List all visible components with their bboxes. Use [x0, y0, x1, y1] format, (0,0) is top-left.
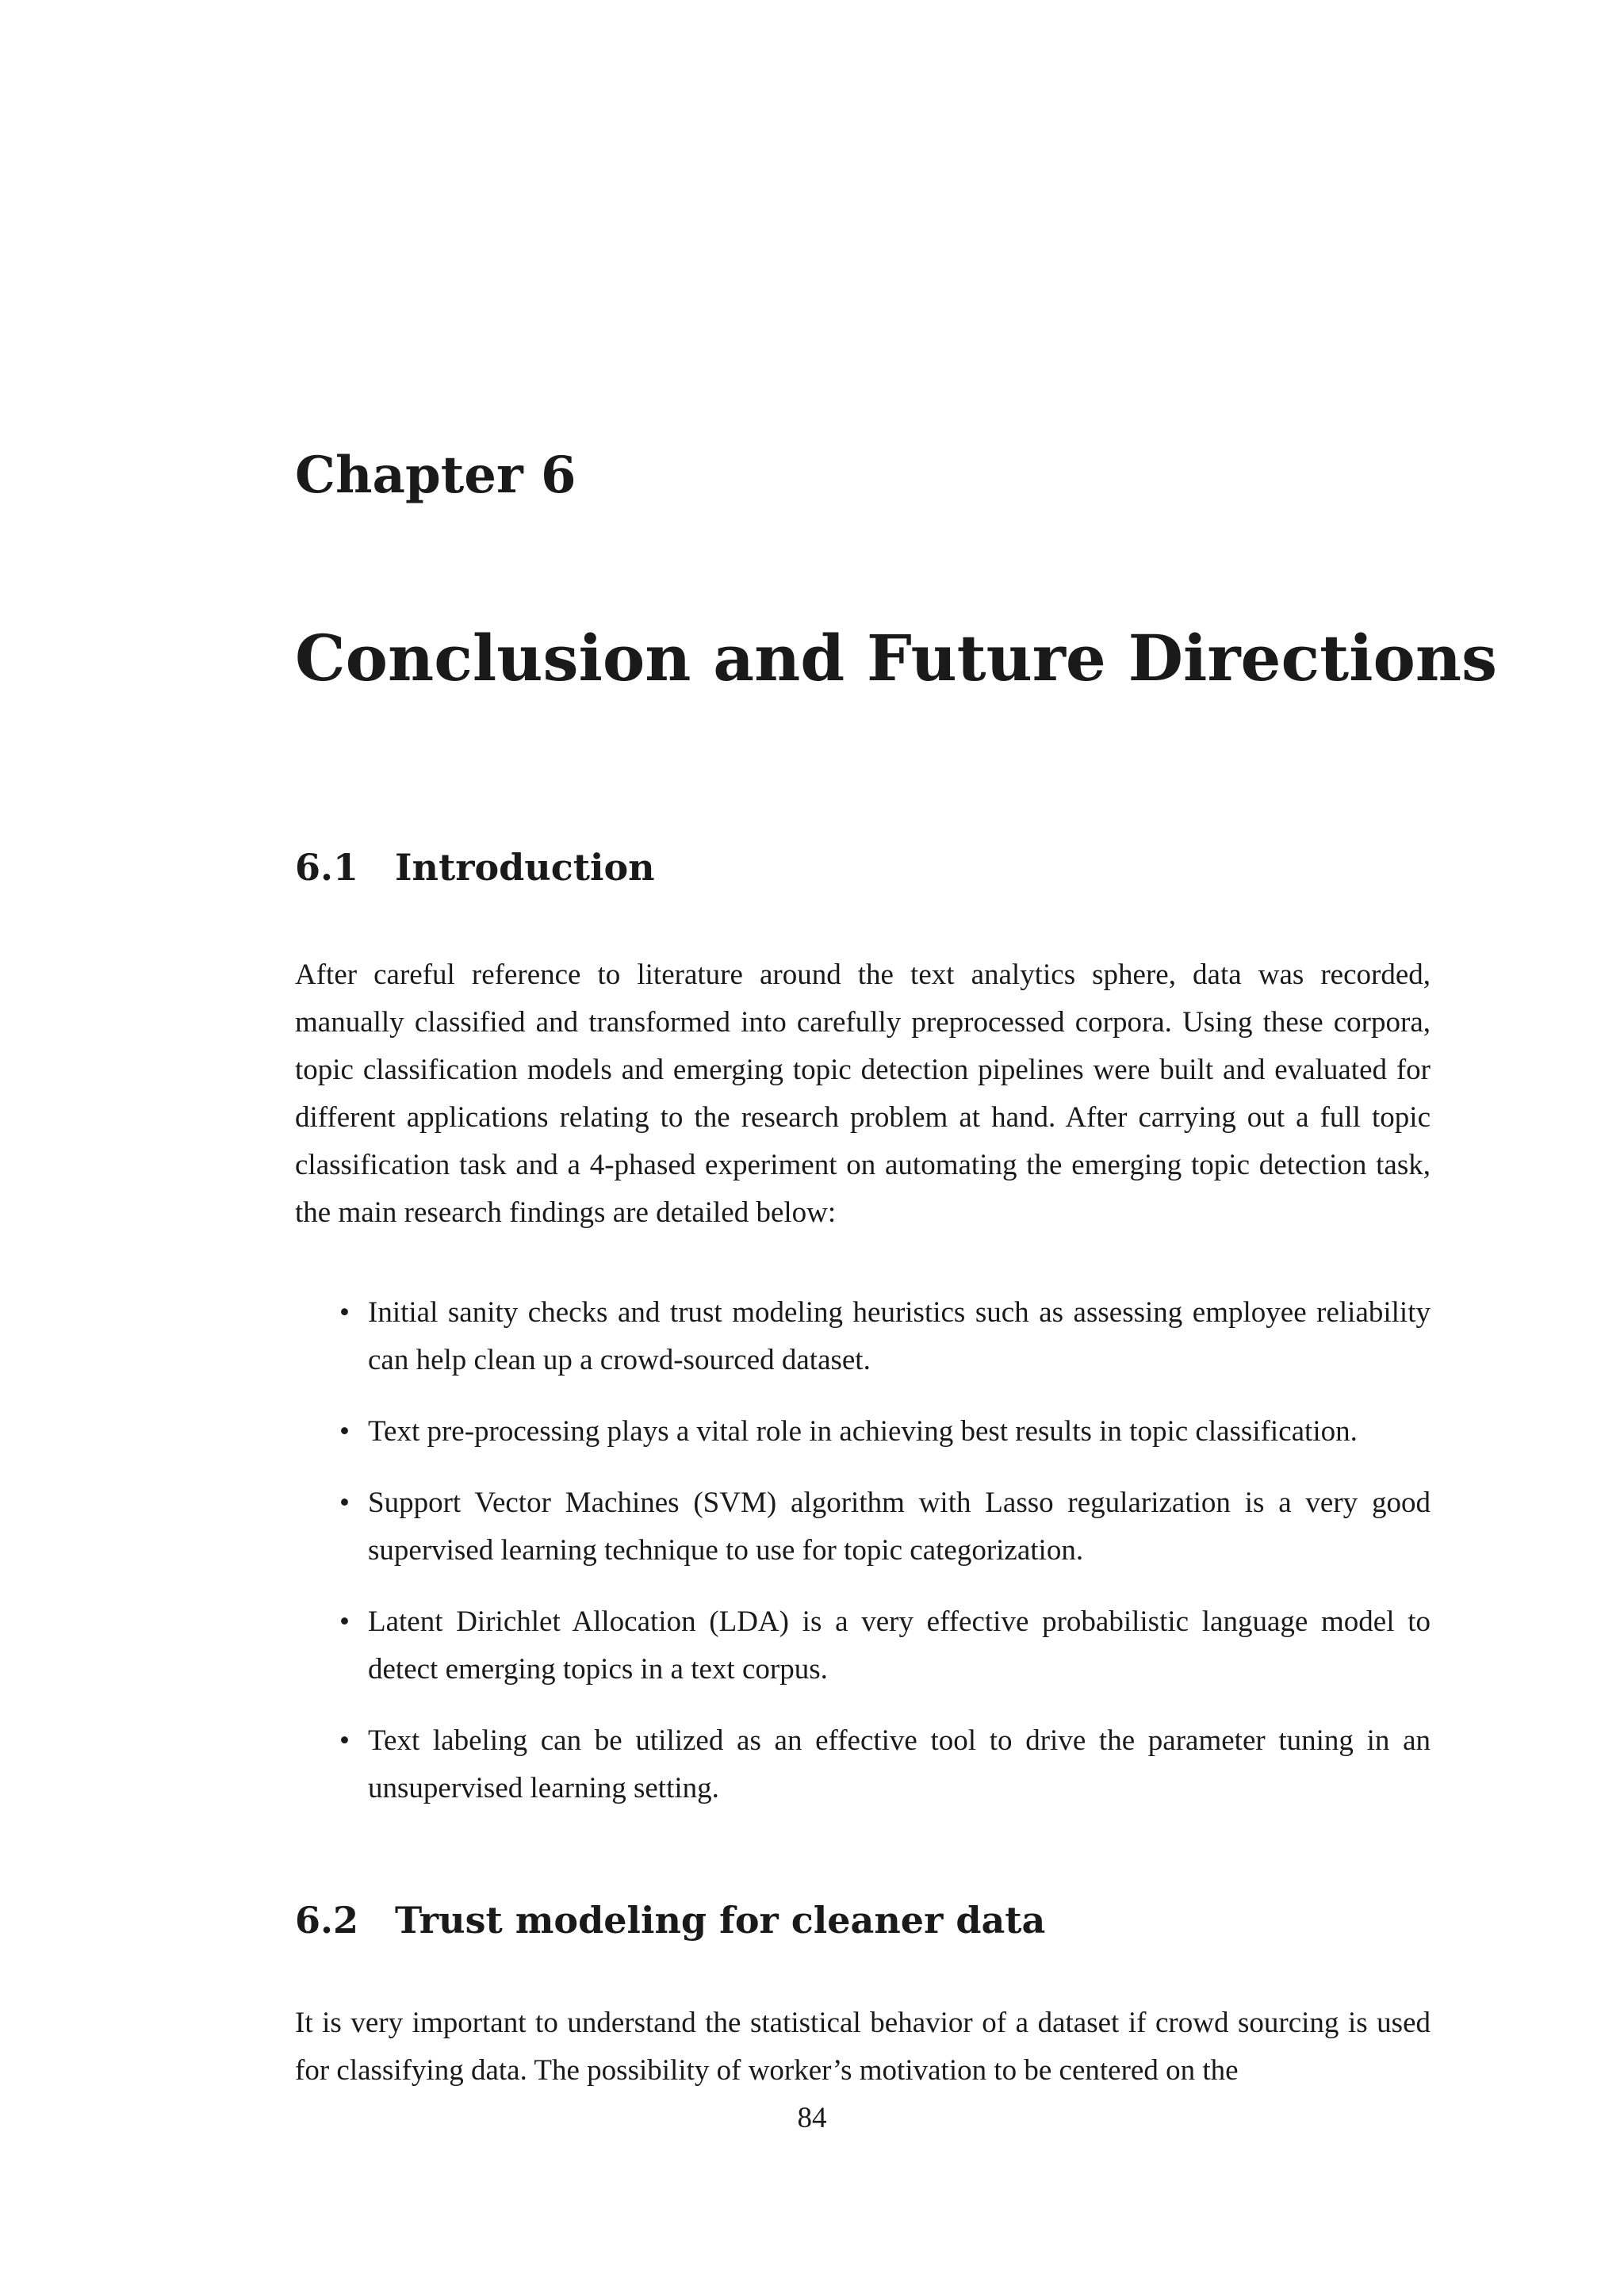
list-item-text: Support Vector Machines (SVM) algorithm with Lasso regularization is a very good supervised learning technique to use for topic categorization.	[368, 1487, 1431, 1567]
introduction-paragraph: After careful reference to literature around the text analytics sphere, data was recorded, manually classified and transformed into carefully preprocessed corpora. Using these corpora, topic classification models and emerging topic detection pipelines were built and evaluated for different applications relating to the research problem at hand. After carrying out a full topic classification task and a 4-phased experiment on automating the emerging topic detection task, the main research findings are detailed below:	[295, 959, 1431, 1229]
page-number: 84	[797, 2102, 827, 2134]
list-item	[295, 1408, 1431, 1456]
list-item	[295, 1479, 1431, 1575]
list-item-text: Text pre-processing plays a vital role in achieving best results in topic classification.	[368, 1415, 1358, 1448]
bullet-icon: •	[339, 1724, 350, 1757]
list-item-text: Latent Dirichlet Allocation (LDA) is a very effective probabilistic language model to detect emerging topics in a text corpus.	[368, 1605, 1431, 1686]
chapter-title: Conclusion and Future Directions	[295, 621, 1498, 695]
list-item-text: Text labeling can be utilized as an effective tool to drive the parameter tuning in an unsupervised learning setting.	[368, 1724, 1431, 1804]
bullet-icon: •	[339, 1605, 350, 1638]
bullet-icon: •	[339, 1487, 350, 1519]
section-title: Introduction	[395, 846, 655, 889]
section-number: 6.2	[295, 1899, 359, 1942]
list-item	[295, 1717, 1431, 1812]
section-heading-introduction	[295, 844, 655, 891]
findings-list	[295, 1289, 1431, 1836]
list-item	[295, 1289, 1431, 1384]
section-title: Trust modeling for cleaner data	[395, 1899, 1046, 1942]
bullet-icon: •	[339, 1415, 350, 1448]
list-item	[295, 1598, 1431, 1693]
chapter-label: Chapter 6	[295, 446, 576, 505]
trust-modeling-paragraph: It is very important to understand the statistical behavior of a dataset if crowd sourcing is used for classifying data. The possibility of worker’s motivation to be centered on the	[295, 2007, 1431, 2087]
section-number: 6.1	[295, 846, 359, 889]
bullet-icon: •	[339, 1296, 350, 1329]
list-item-text: Initial sanity checks and trust modeling heuristics such as assessing employee reliability can help clean up a crowd-sourced dataset.	[368, 1296, 1431, 1376]
section-heading-trust-modeling	[295, 1896, 1045, 1944]
